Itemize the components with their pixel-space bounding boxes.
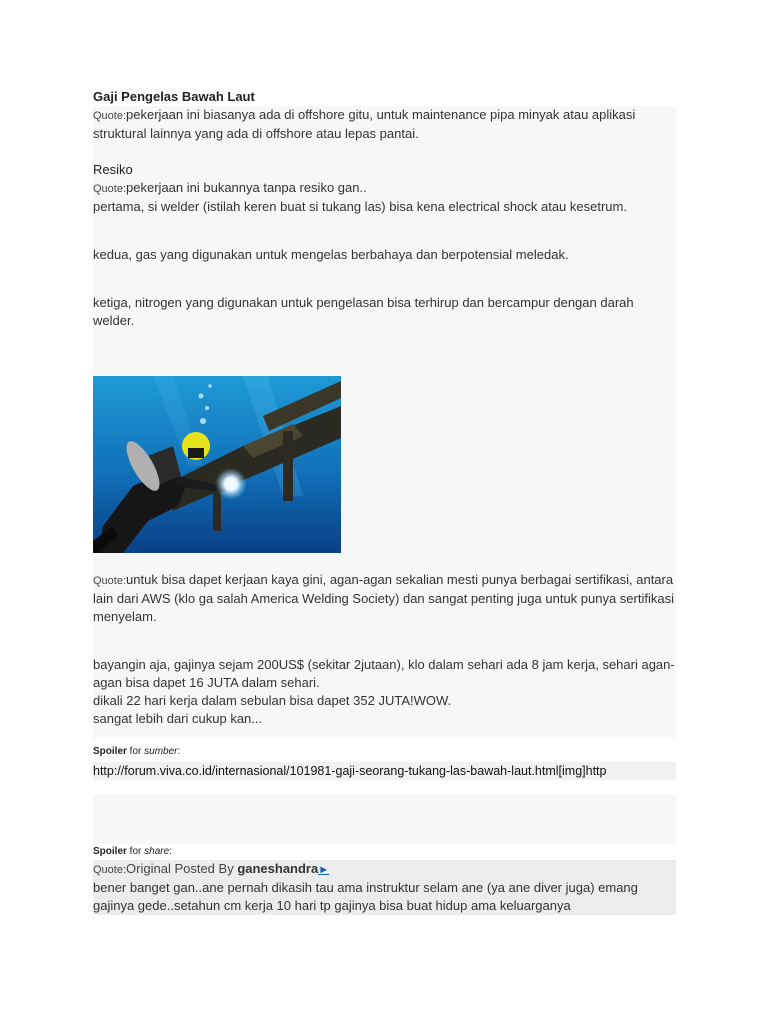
risk-quote-text: pekerjaan ini bukannya tanpa resiko gan.. (126, 180, 367, 195)
source-link[interactable]: http://forum.viva.co.id/internasional/101981-gaji-seorang-tukang-las-bawah-laut.html[img]http (93, 762, 676, 780)
quote-label: Quote: (93, 183, 127, 195)
go-to-post-arrow-icon[interactable]: ► (318, 864, 330, 876)
salary-line-3: sangat lebih dari cukup kan... (93, 711, 263, 726)
article (93, 88, 676, 915)
spoiler-label: Spoiler (93, 746, 127, 757)
risk-third: ketiga, nitrogen yang digunakan untuk pengelasan bisa terhirup dan bercampur dengan darah welder. (93, 295, 634, 328)
spoiler-spacer (93, 794, 676, 844)
quote-label: Quote: (93, 864, 127, 876)
spoiler-label: Spoiler (93, 846, 127, 857)
posted-by-line (93, 860, 676, 879)
risk-heading: Resiko (93, 162, 133, 177)
spoiler-colon: : (177, 746, 181, 757)
quote-intro (93, 106, 676, 738)
share-text: bener banget gan..ane pernah dikasih tau ama instruktur selam ane (ya ane diver juga) emang gajinya gede..setahun cm kerja 10 hari tp gajinya bisa buat hidup ama keluarganya (93, 880, 638, 913)
quote-label: Quote: (93, 110, 127, 122)
salary-line-2: dikali 22 hari kerja dalam sebulan bisa dapet 352 JUTA!WOW. (93, 693, 452, 708)
risk-first: pertama, si welder (istilah keren buat si tukang las) bisa kena electrical shock atau kesetrum. (93, 199, 627, 214)
quote-label: Quote: (93, 575, 127, 587)
salary-line-1: bayangin aja, gajinya sejam 200US$ (sekitar 2jutaan), klo dalam sehari ada 8 jam kerja, sehari agan-agan bisa dapet 16 JUTA dalam sehari. (93, 657, 675, 690)
risk-second: kedua, gas yang digunakan untuk mengelas berbahaya dan berpotensial meledak. (93, 247, 569, 262)
article-title: Gaji Pengelas Bawah Laut (93, 89, 255, 104)
spoiler-source-header[interactable] (93, 738, 676, 760)
certification-text: untuk bisa dapet kerjaan kaya gini, agan-agan sekalian mesti punya berbagai sertifikasi, antara lain dari AWS (klo ga salah America Welding Society) dan sangat penting juga untuk punya sertifikasi menyelam. (93, 572, 674, 624)
spoiler-for: for (126, 746, 145, 757)
spoiler-share-header[interactable] (93, 844, 676, 860)
spoiler-name: share (144, 846, 170, 857)
underwater-welder-photo (93, 376, 341, 553)
spoiler-for: for (126, 846, 145, 857)
spoiler-name: sumber (144, 746, 178, 757)
intro-paragraph (93, 106, 676, 143)
intro-text: pekerjaan ini biasanya ada di offshore gitu, untuk maintenance pipa minyak atau aplikasi struktural lainnya yang ada di offshore atau lepas pantai. (93, 107, 636, 141)
spoiler-colon: : (169, 846, 172, 857)
share-quote (93, 860, 676, 915)
certification-paragraph (93, 571, 676, 626)
risk-quote (93, 179, 676, 198)
poster-name: ganeshandra (237, 861, 319, 876)
posted-by-label: Original Posted By (126, 861, 238, 876)
